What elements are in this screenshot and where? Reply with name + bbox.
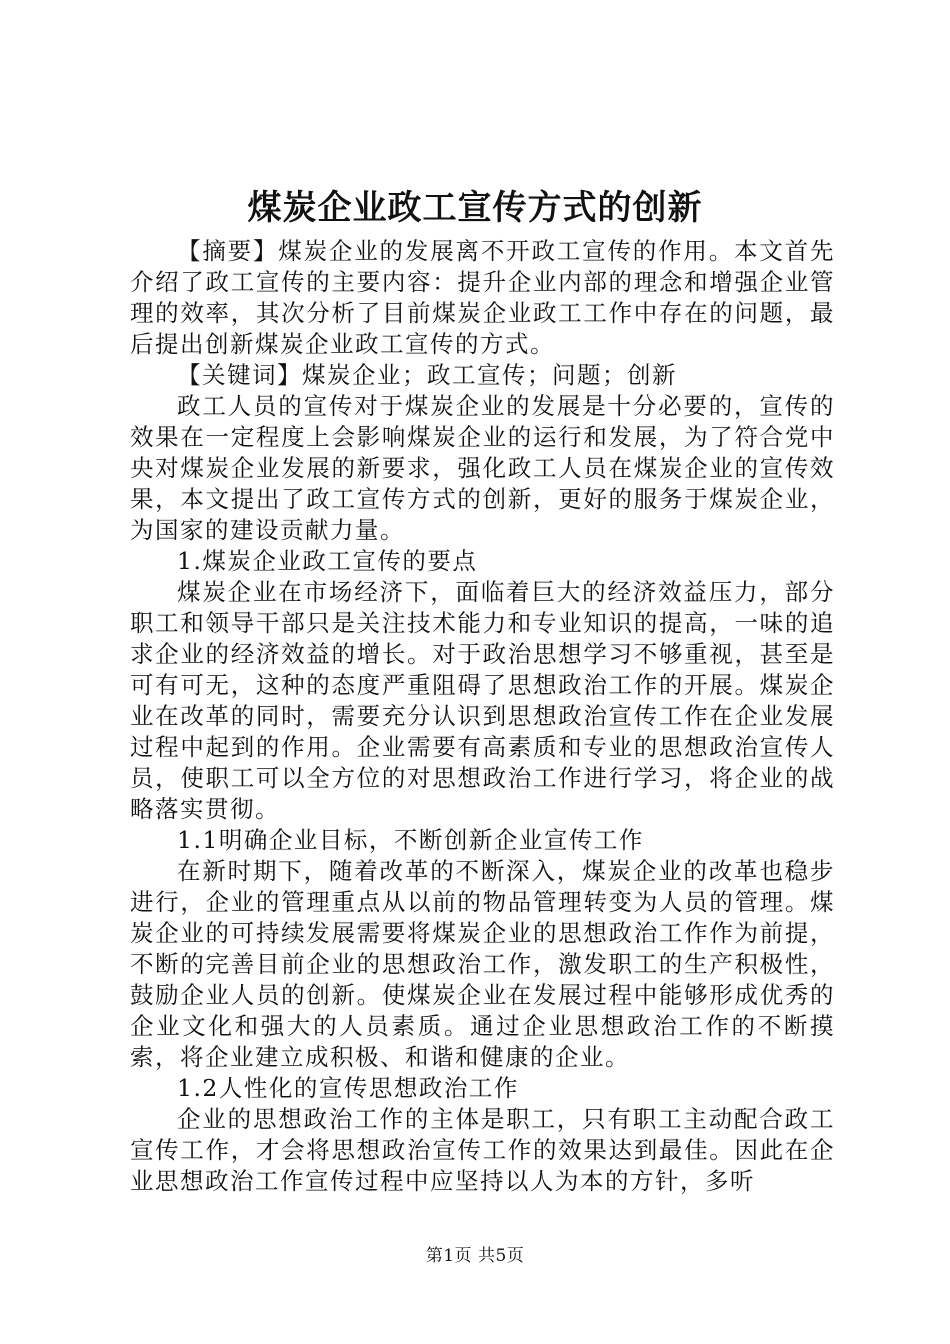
body-paragraph: 在新时期下，随着改革的不断深入，煤炭企业的改革也稳步进行，企业的管理重点从以前的物品管理转变为人员的管理。煤炭企业的可持续发展需要将煤炭企业的思想政治工作作为前提，不断的完善目前企业的思想政治工作，激发职工的生产积极性，鼓励企业人员的创新。使煤炭企业在发展过程中能够形成优秀的企业文化和强大的人员素质。通过企业思想政治工作的不断摸索，将企业建立成积极、和谐和健康的企业。 bbox=[130, 857, 835, 1071]
document-body bbox=[130, 236, 835, 1197]
keywords-paragraph: 【关键词】煤炭企业；政工宣传；问题；创新 bbox=[177, 361, 677, 389]
page-footer: 第1页 共5页 bbox=[425, 1246, 525, 1266]
document-title: 煤炭企业政工宣传方式的创新 bbox=[247, 188, 703, 228]
body-paragraph: 煤炭企业在市场经济下，面临着巨大的经济效益压力，部分职工和领导干部只是关注技术能力和专业知识的提高，一味的追求企业的经济效益的增长。对于政治思想学习不够重视，甚至是可有可无，这种的态度严重阻碍了思想政治工作的开展。煤炭企业在改革的同时，需要充分认识到思想政治宣传工作在企业发展过程中起到的作用。企业需要有高素质和专业的思想政治宣传人员，使职工可以全方位的对思想政治工作进行学习，将企业的战略落实贯彻。 bbox=[130, 578, 835, 823]
body-paragraph: 企业的思想政治工作的主体是职工，只有职工主动配合政工宣传工作，才会将思想政治宣传工作的效果达到最佳。因此在企业思想政治工作宣传过程中应坚持以人为本的方针，多听 bbox=[130, 1105, 835, 1195]
abstract-paragraph: 【摘要】煤炭企业的发展离不开政工宣传的作用。本文首先介绍了政工宣传的主要内容：提升企业内部的理念和增强企业管理的效率，其次分析了目前煤炭企业政工工作中存在的问题，最后提出创新煤炭企业政工宣传的方式。 bbox=[130, 237, 835, 358]
section-heading-1: 1.煤炭企业政工宣传的要点 bbox=[177, 547, 478, 575]
section-heading-1-1: 1.1明确企业目标，不断创新企业宣传工作 bbox=[177, 826, 644, 854]
intro-paragraph: 政工人员的宣传对于煤炭企业的发展是十分必要的，宣传的效果在一定程度上会影响煤炭企业的运行和发展，为了符合党中央对煤炭企业发展的新要求，强化政工人员在煤炭企业的宣传效果，本文提出了政工宣传方式的创新，更好的服务于煤炭企业，为国家的建设贡献力量。 bbox=[130, 392, 835, 544]
section-heading-1-2: 1.2人性化的宣传思想政治工作 bbox=[177, 1074, 519, 1102]
